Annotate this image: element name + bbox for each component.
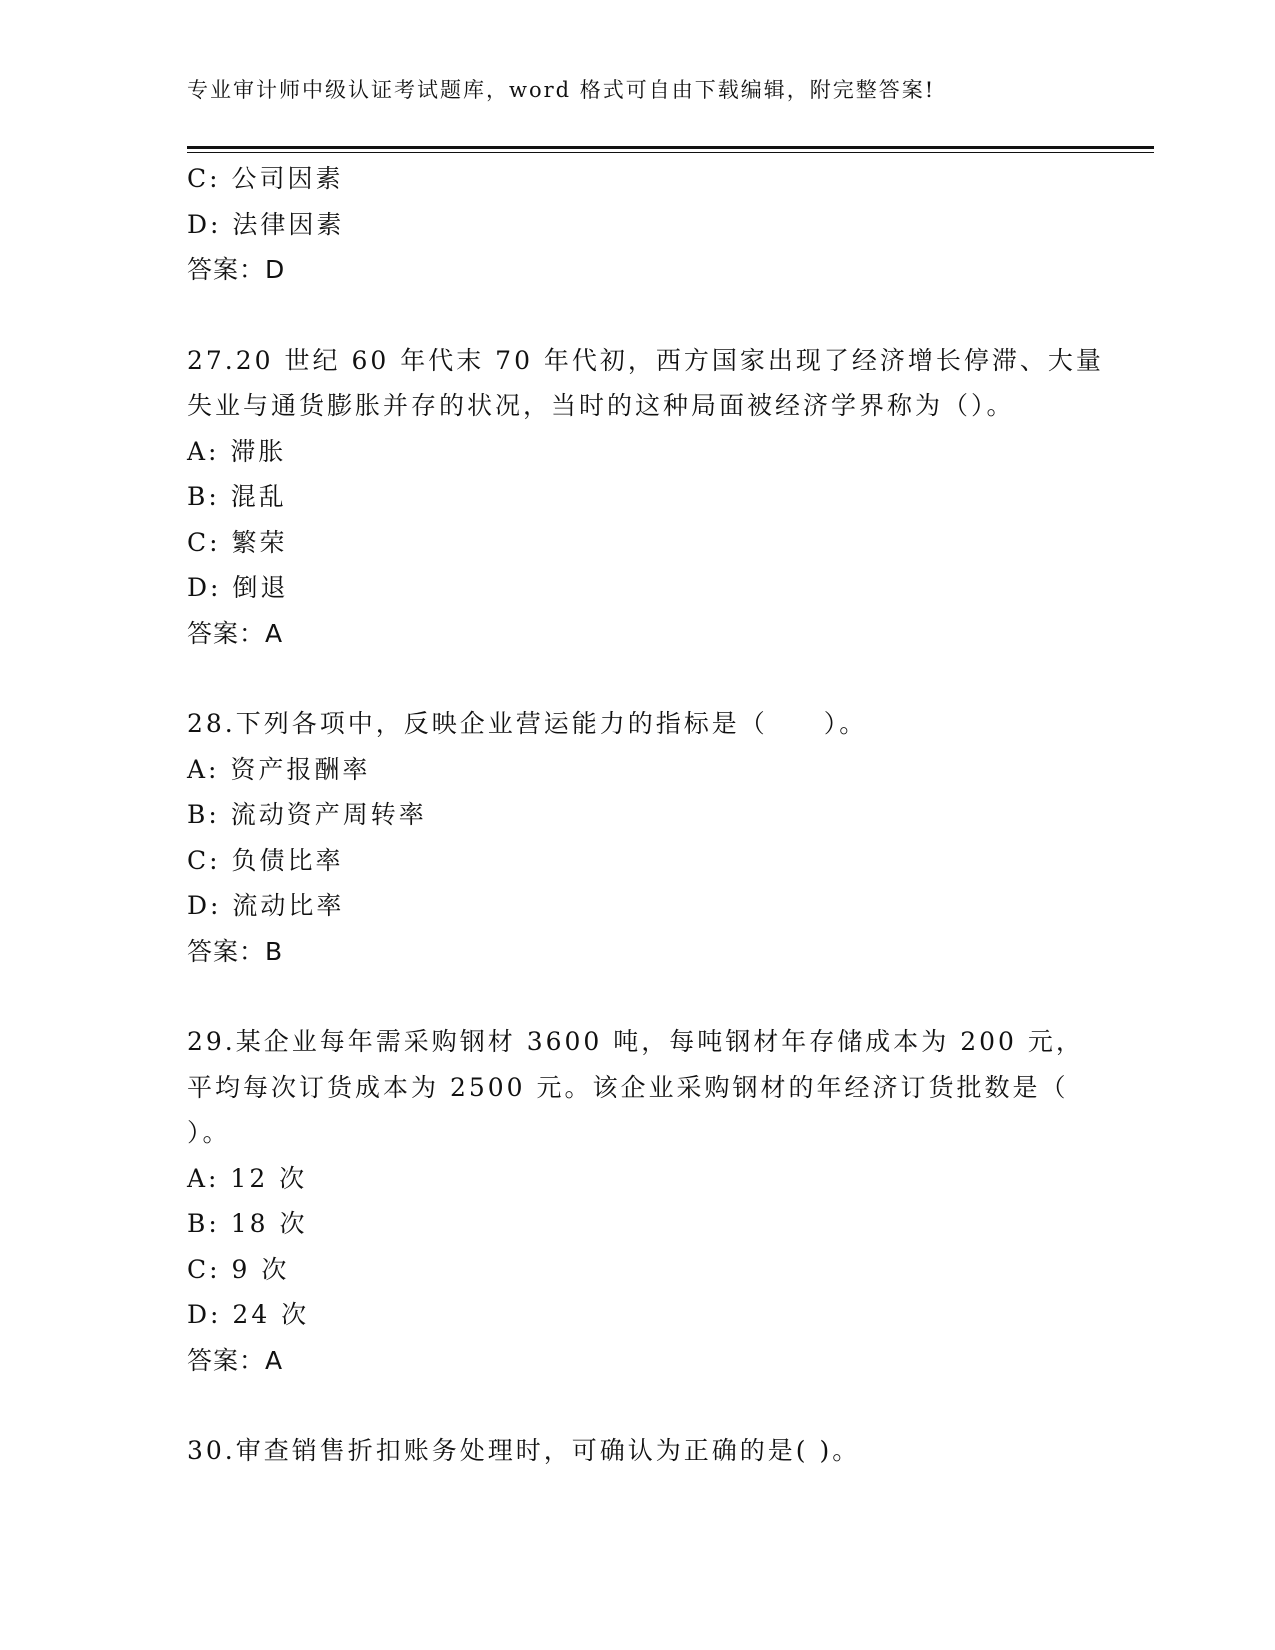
question-stem-line: 失业与通货膨胀并存的状况，当时的这种局面被经济学界称为（）。: [187, 391, 1015, 420]
question-stem-line: ）。: [187, 1118, 231, 1147]
answer-option: A: 12 次: [187, 1163, 308, 1193]
question-block: [187, 1428, 1087, 1474]
answer-option: B: 18 次: [187, 1209, 308, 1238]
answer-option: C: 公司因素: [187, 164, 344, 193]
question-block: [187, 1019, 1087, 1383]
answer-key: 答案：A: [187, 618, 284, 648]
block-spacer: [187, 293, 1087, 338]
block-spacer: [187, 974, 1087, 1019]
question-stem-line: 28.下列各项中，反映企业营运能力的指标是（ ）。: [187, 709, 868, 738]
answer-option: C: 9 次: [187, 1254, 290, 1284]
answer-option: A: 资产报酬率: [187, 754, 371, 784]
question-stem-line: 30.审查销售折扣账务处理时，可确认为正确的是( )。: [187, 1436, 861, 1465]
block-spacer: [187, 1383, 1087, 1428]
question-block: [187, 701, 1087, 974]
block-spacer: [187, 656, 1087, 701]
question-stem-line: 27.20 世纪 60 年代末 70 年代初，西方国家出现了经济增长停滞、大量: [187, 345, 1104, 375]
answer-option: A: 滞胀: [187, 436, 287, 466]
page-header: 专业审计师中级认证考试题库，word 格式可自由下载编辑，附完整答案!: [187, 78, 936, 102]
answer-option: D: 流动比率: [187, 891, 345, 920]
question-stem-line: 29.某企业每年需采购钢材 3600 吨，每吨钢材年存储成本为 200 元，: [187, 1027, 1084, 1056]
question-block: [187, 338, 1104, 657]
answer-key: 答案：B: [187, 936, 284, 966]
header-rule-thin: [187, 152, 1154, 153]
answer-option: C: 负债比率: [187, 845, 344, 875]
answer-option: D: 倒退: [187, 573, 289, 602]
question-stem-line: 平均每次订货成本为 2500 元。该企业采购钢材的年经济订货批数是（: [187, 1072, 1069, 1102]
answer-option: B: 流动资产周转率: [187, 800, 427, 829]
answer-option: D: 24 次: [187, 1300, 310, 1329]
question-list: [187, 156, 1104, 1474]
question-block-continued: [187, 156, 1087, 293]
answer-option: D: 法律因素: [187, 209, 345, 239]
answer-option: C: 繁荣: [187, 527, 288, 557]
answer-key: 答案：A: [187, 1345, 284, 1375]
answer-key: 答案：D: [187, 255, 286, 284]
answer-option: B: 混乱: [187, 482, 287, 511]
header-rule-thick: [187, 146, 1154, 149]
